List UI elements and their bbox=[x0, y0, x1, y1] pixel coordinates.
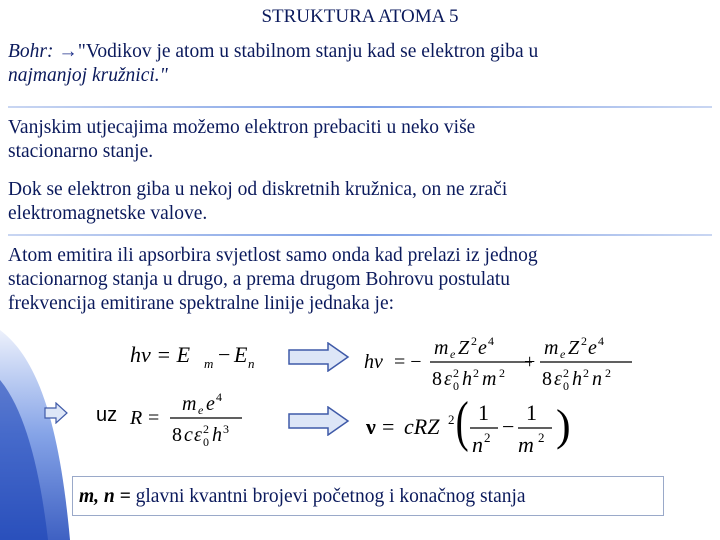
block-arrow-right-icon bbox=[288, 342, 350, 372]
svg-text:2: 2 bbox=[583, 366, 589, 380]
paragraph-excitation bbox=[8, 116, 714, 164]
svg-text:c: c bbox=[184, 424, 193, 446]
svg-text:= −: = − bbox=[394, 351, 422, 373]
bohr-quote-line2: najmanjoj kružnici." bbox=[8, 65, 168, 86]
footer-text: glavni kvantni brojevi početnog i konačnog stanja bbox=[135, 486, 526, 507]
divider bbox=[8, 106, 712, 108]
footer-equals: = bbox=[114, 486, 136, 507]
svg-text:+: + bbox=[524, 351, 536, 373]
svg-text:2: 2 bbox=[453, 366, 459, 380]
svg-text:cRZ: cRZ bbox=[404, 414, 440, 439]
divider bbox=[8, 234, 712, 236]
svg-text:ν: ν bbox=[366, 414, 376, 439]
svg-text:n: n bbox=[248, 356, 255, 371]
equation-energy-difference-svg bbox=[130, 336, 270, 376]
svg-text:2: 2 bbox=[203, 422, 209, 436]
page-title: STRUKTURA ATOMA 5 bbox=[261, 6, 459, 27]
svg-text:R: R bbox=[130, 407, 143, 429]
svg-text:2: 2 bbox=[471, 334, 477, 348]
svg-text:ε: ε bbox=[554, 368, 562, 390]
svg-text:1: 1 bbox=[526, 400, 537, 425]
svg-text:2: 2 bbox=[499, 366, 505, 380]
svg-text:m: m bbox=[204, 356, 214, 371]
equation-rydberg-constant-svg bbox=[130, 386, 260, 450]
svg-text:e: e bbox=[206, 393, 215, 415]
svg-text:=: = bbox=[382, 414, 395, 439]
svg-text:4: 4 bbox=[216, 390, 222, 404]
svg-text:Z: Z bbox=[458, 337, 470, 359]
svg-text:ε: ε bbox=[194, 424, 202, 446]
svg-text:ε: ε bbox=[444, 368, 452, 390]
svg-text:m: m bbox=[518, 432, 534, 457]
svg-text:n: n bbox=[472, 432, 483, 457]
svg-text:3: 3 bbox=[223, 422, 229, 436]
block-arrow-right-icon bbox=[288, 406, 350, 436]
svg-text:m: m bbox=[482, 368, 497, 390]
paragraph-excitation-line1: Vanjskim utjecajima možemo elektron prebaciti u neko više bbox=[8, 117, 476, 138]
svg-text:2: 2 bbox=[605, 366, 611, 380]
equation-energy-difference bbox=[130, 336, 270, 381]
svg-text:1: 1 bbox=[478, 400, 489, 425]
svg-text:m: m bbox=[434, 337, 449, 359]
svg-text:m: m bbox=[182, 393, 197, 415]
svg-text:2: 2 bbox=[484, 430, 491, 445]
svg-text:E: E bbox=[234, 342, 248, 367]
svg-text:): ) bbox=[556, 401, 571, 450]
uz-label: uz bbox=[96, 404, 118, 426]
svg-text:e: e bbox=[588, 337, 597, 359]
footer-vars: m, n bbox=[79, 486, 115, 507]
svg-text:(: ( bbox=[455, 391, 469, 453]
bohr-quote-line1: "Vodikov je atom u stabilnom stanju kad se elektron giba u bbox=[77, 41, 539, 62]
small-arrow-right-icon bbox=[44, 402, 68, 424]
bohr-label: Bohr: bbox=[8, 41, 54, 62]
svg-text:hν = E: hν = E bbox=[130, 342, 191, 367]
svg-text:8: 8 bbox=[172, 424, 182, 446]
svg-text:2: 2 bbox=[563, 366, 569, 380]
svg-text:Z: Z bbox=[568, 337, 580, 359]
svg-text:0: 0 bbox=[203, 435, 209, 449]
paragraph-no-radiation-line1: Dok se elektron giba u nekoj od diskretnih kružnica, on ne zrači bbox=[8, 179, 508, 200]
svg-text:h: h bbox=[572, 368, 582, 390]
paragraph-postulate-line1: Atom emitira ili apsorbira svjetlost samo onda kad prelazi iz jednog bbox=[8, 245, 538, 266]
svg-text:e: e bbox=[478, 337, 487, 359]
svg-text:−: − bbox=[502, 414, 515, 439]
svg-text:8: 8 bbox=[542, 368, 552, 390]
paragraph-no-radiation bbox=[8, 178, 714, 226]
svg-text:2: 2 bbox=[581, 334, 587, 348]
paragraph-postulate-line3: frekvencija emitirane spektralne linije jednaka je: bbox=[8, 293, 395, 314]
svg-text:2: 2 bbox=[473, 366, 479, 380]
svg-text:h: h bbox=[462, 368, 472, 390]
equation-frequency-svg bbox=[366, 391, 576, 464]
svg-text:2: 2 bbox=[448, 412, 455, 427]
svg-text:e: e bbox=[198, 403, 204, 417]
paragraph-excitation-line2: stacionarno stanje. bbox=[8, 141, 154, 162]
equation-frequency bbox=[366, 391, 576, 469]
footer-note bbox=[72, 476, 664, 516]
paragraph-no-radiation-line2: elektromagnetske valove. bbox=[8, 203, 208, 224]
equation-photon-energy-svg bbox=[364, 330, 634, 394]
svg-text:2: 2 bbox=[538, 430, 545, 445]
svg-text:n: n bbox=[592, 368, 602, 390]
svg-text:h: h bbox=[212, 424, 222, 446]
equation-photon-energy bbox=[364, 330, 634, 399]
paragraph-postulate-line2: stacionarnog stanja u drugo, a prema drugom Bohrovu postulatu bbox=[8, 269, 511, 290]
svg-text:0: 0 bbox=[563, 379, 569, 393]
svg-text:hν: hν bbox=[364, 351, 383, 373]
svg-text:e: e bbox=[450, 347, 456, 361]
arrow-right-icon: → bbox=[58, 41, 78, 62]
svg-text:=: = bbox=[148, 407, 160, 429]
svg-text:0: 0 bbox=[453, 379, 459, 393]
svg-text:8: 8 bbox=[432, 368, 442, 390]
svg-text:4: 4 bbox=[488, 334, 494, 348]
paragraph-postulate bbox=[8, 244, 714, 316]
svg-text:4: 4 bbox=[598, 334, 604, 348]
svg-text:m: m bbox=[544, 337, 559, 359]
svg-text:−: − bbox=[218, 342, 231, 367]
svg-text:e: e bbox=[560, 347, 566, 361]
bohr-quote bbox=[8, 40, 714, 88]
